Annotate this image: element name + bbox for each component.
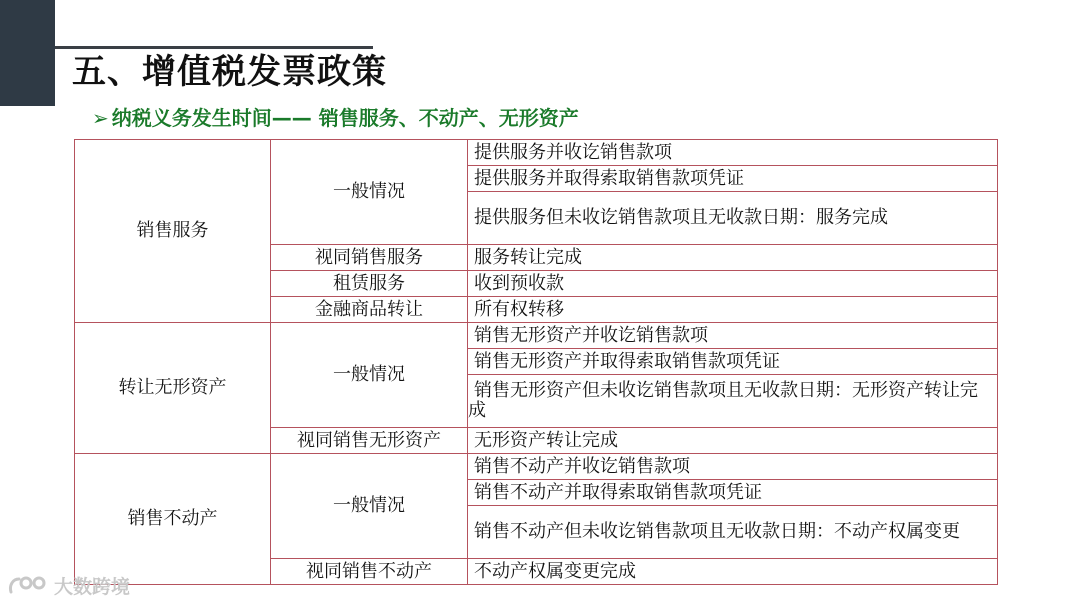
corner-decoration bbox=[0, 0, 55, 106]
timing-cell: 销售不动产并取得索取销售款项凭证 bbox=[468, 480, 998, 506]
situation-cell: 一般情况 bbox=[271, 140, 468, 245]
policy-table bbox=[74, 139, 998, 585]
table-row bbox=[75, 140, 998, 166]
situation-cell: 一般情况 bbox=[271, 454, 468, 559]
situation-cell: 一般情况 bbox=[271, 323, 468, 428]
subtitle-text: 纳税义务发生时间—— 销售服务、不动产、无形资产 bbox=[111, 106, 579, 130]
page-title: 五、增值税发票政策 bbox=[72, 52, 387, 92]
watermark bbox=[8, 572, 130, 599]
timing-cell: 销售不动产但未收讫销售款项且无收款日期：不动产权属变更 bbox=[468, 506, 998, 559]
timing-cell: 销售无形资产并取得索取销售款项凭证 bbox=[468, 349, 998, 375]
situation-cell: 视同销售不动产 bbox=[271, 559, 468, 585]
subtitle bbox=[92, 102, 579, 131]
situation-cell: 视同销售无形资产 bbox=[271, 428, 468, 454]
situation-cell: 金融商品转让 bbox=[271, 297, 468, 323]
timing-cell: 服务转让完成 bbox=[468, 245, 998, 271]
timing-cell: 销售不动产并收讫销售款项 bbox=[468, 454, 998, 480]
timing-cell: 销售无形资产并收讫销售款项 bbox=[468, 323, 998, 349]
logo-icon bbox=[8, 575, 50, 597]
timing-cell: 收到预收款 bbox=[468, 271, 998, 297]
table-row bbox=[75, 454, 998, 480]
timing-cell: 销售无形资产但未收讫销售款项且无收款日期：无形资产转让完成 bbox=[468, 375, 998, 428]
situation-cell: 视同销售服务 bbox=[271, 245, 468, 271]
category-cell: 转让无形资产 bbox=[75, 323, 271, 454]
situation-cell: 租赁服务 bbox=[271, 271, 468, 297]
timing-cell: 无形资产转让完成 bbox=[468, 428, 998, 454]
table-row bbox=[75, 323, 998, 349]
bullet-arrow-icon: ➢ bbox=[92, 106, 109, 130]
category-cell: 销售服务 bbox=[75, 140, 271, 323]
timing-cell: 提供服务并取得索取销售款项凭证 bbox=[468, 166, 998, 192]
timing-cell: 提供服务但未收讫销售款项且无收款日期：服务完成 bbox=[468, 192, 998, 245]
timing-cell: 不动产权属变更完成 bbox=[468, 559, 998, 585]
category-cell: 销售不动产 bbox=[75, 454, 271, 585]
timing-cell: 所有权转移 bbox=[468, 297, 998, 323]
watermark-text: 大数跨境 bbox=[54, 576, 131, 598]
timing-cell: 提供服务并收讫销售款项 bbox=[468, 140, 998, 166]
